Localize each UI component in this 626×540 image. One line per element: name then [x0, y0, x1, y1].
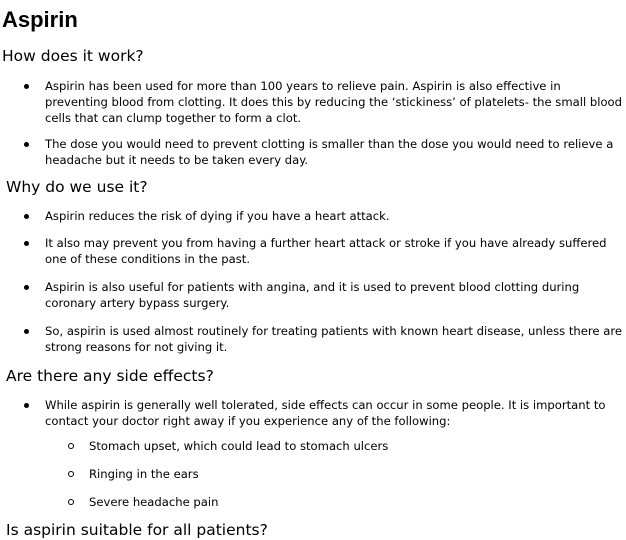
- sub-list-item: Stomach upset, which could lead to stomach ulcers: [89, 439, 389, 453]
- bullet-text: It also may prevent you from having a further heart attack or stroke if you have already suffered one of these conditions in the past.: [45, 236, 607, 266]
- section-heading-suitability: Is aspirin suitable for all patients?: [6, 521, 268, 539]
- sub-list-item: Ringing in the ears: [89, 467, 199, 481]
- bullet-dot-icon: [24, 329, 29, 334]
- bullet-text: Aspirin is also useful for patients with angina, and it is used to prevent blood clotting during coronary artery bypass surgery.: [45, 280, 580, 310]
- bullet-dot-icon: [24, 403, 29, 408]
- bullet-text: So, aspirin is used almost routinely for treating patients with known heart disease, unless there are strong reasons for not giving it.: [45, 324, 622, 354]
- sub-list-item: Severe headache pain: [89, 495, 219, 509]
- bullet-dot-icon: [24, 241, 29, 246]
- section-heading-side-effects: Are there any side effects?: [6, 367, 214, 385]
- bullet-text: Aspirin reduces the risk of dying if you have a heart attack.: [45, 209, 390, 223]
- bullet-dot-icon: [24, 285, 29, 290]
- bullet-dot-icon: [24, 214, 29, 219]
- bullet-dot-icon: [24, 84, 29, 89]
- page-title: Aspirin: [2, 7, 78, 32]
- circle-bullet-icon: [68, 499, 74, 505]
- bullet-dot-icon: [24, 142, 29, 147]
- bullet-text: The dose you would need to prevent clotting is smaller than the dose you would need to relieve a headache but it needs to be taken every day.: [45, 137, 614, 167]
- section-heading-how-it-works: How does it work?: [2, 47, 144, 65]
- section-heading-why-use: Why do we use it?: [6, 178, 148, 196]
- circle-bullet-icon: [68, 443, 74, 449]
- circle-bullet-icon: [68, 471, 74, 477]
- bullet-text: Aspirin has been used for more than 100 years to relieve pain. Aspirin is also effective in preventing blood from clotting. It does this by reducing the ‘stickiness’ of platelets- the small blood cells that can clump together to form a clot.: [45, 79, 622, 125]
- bullet-text: While aspirin is generally well tolerated, side effects can occur in some people. It is important to contact your doctor right away if you experience any of the following:: [45, 398, 606, 428]
